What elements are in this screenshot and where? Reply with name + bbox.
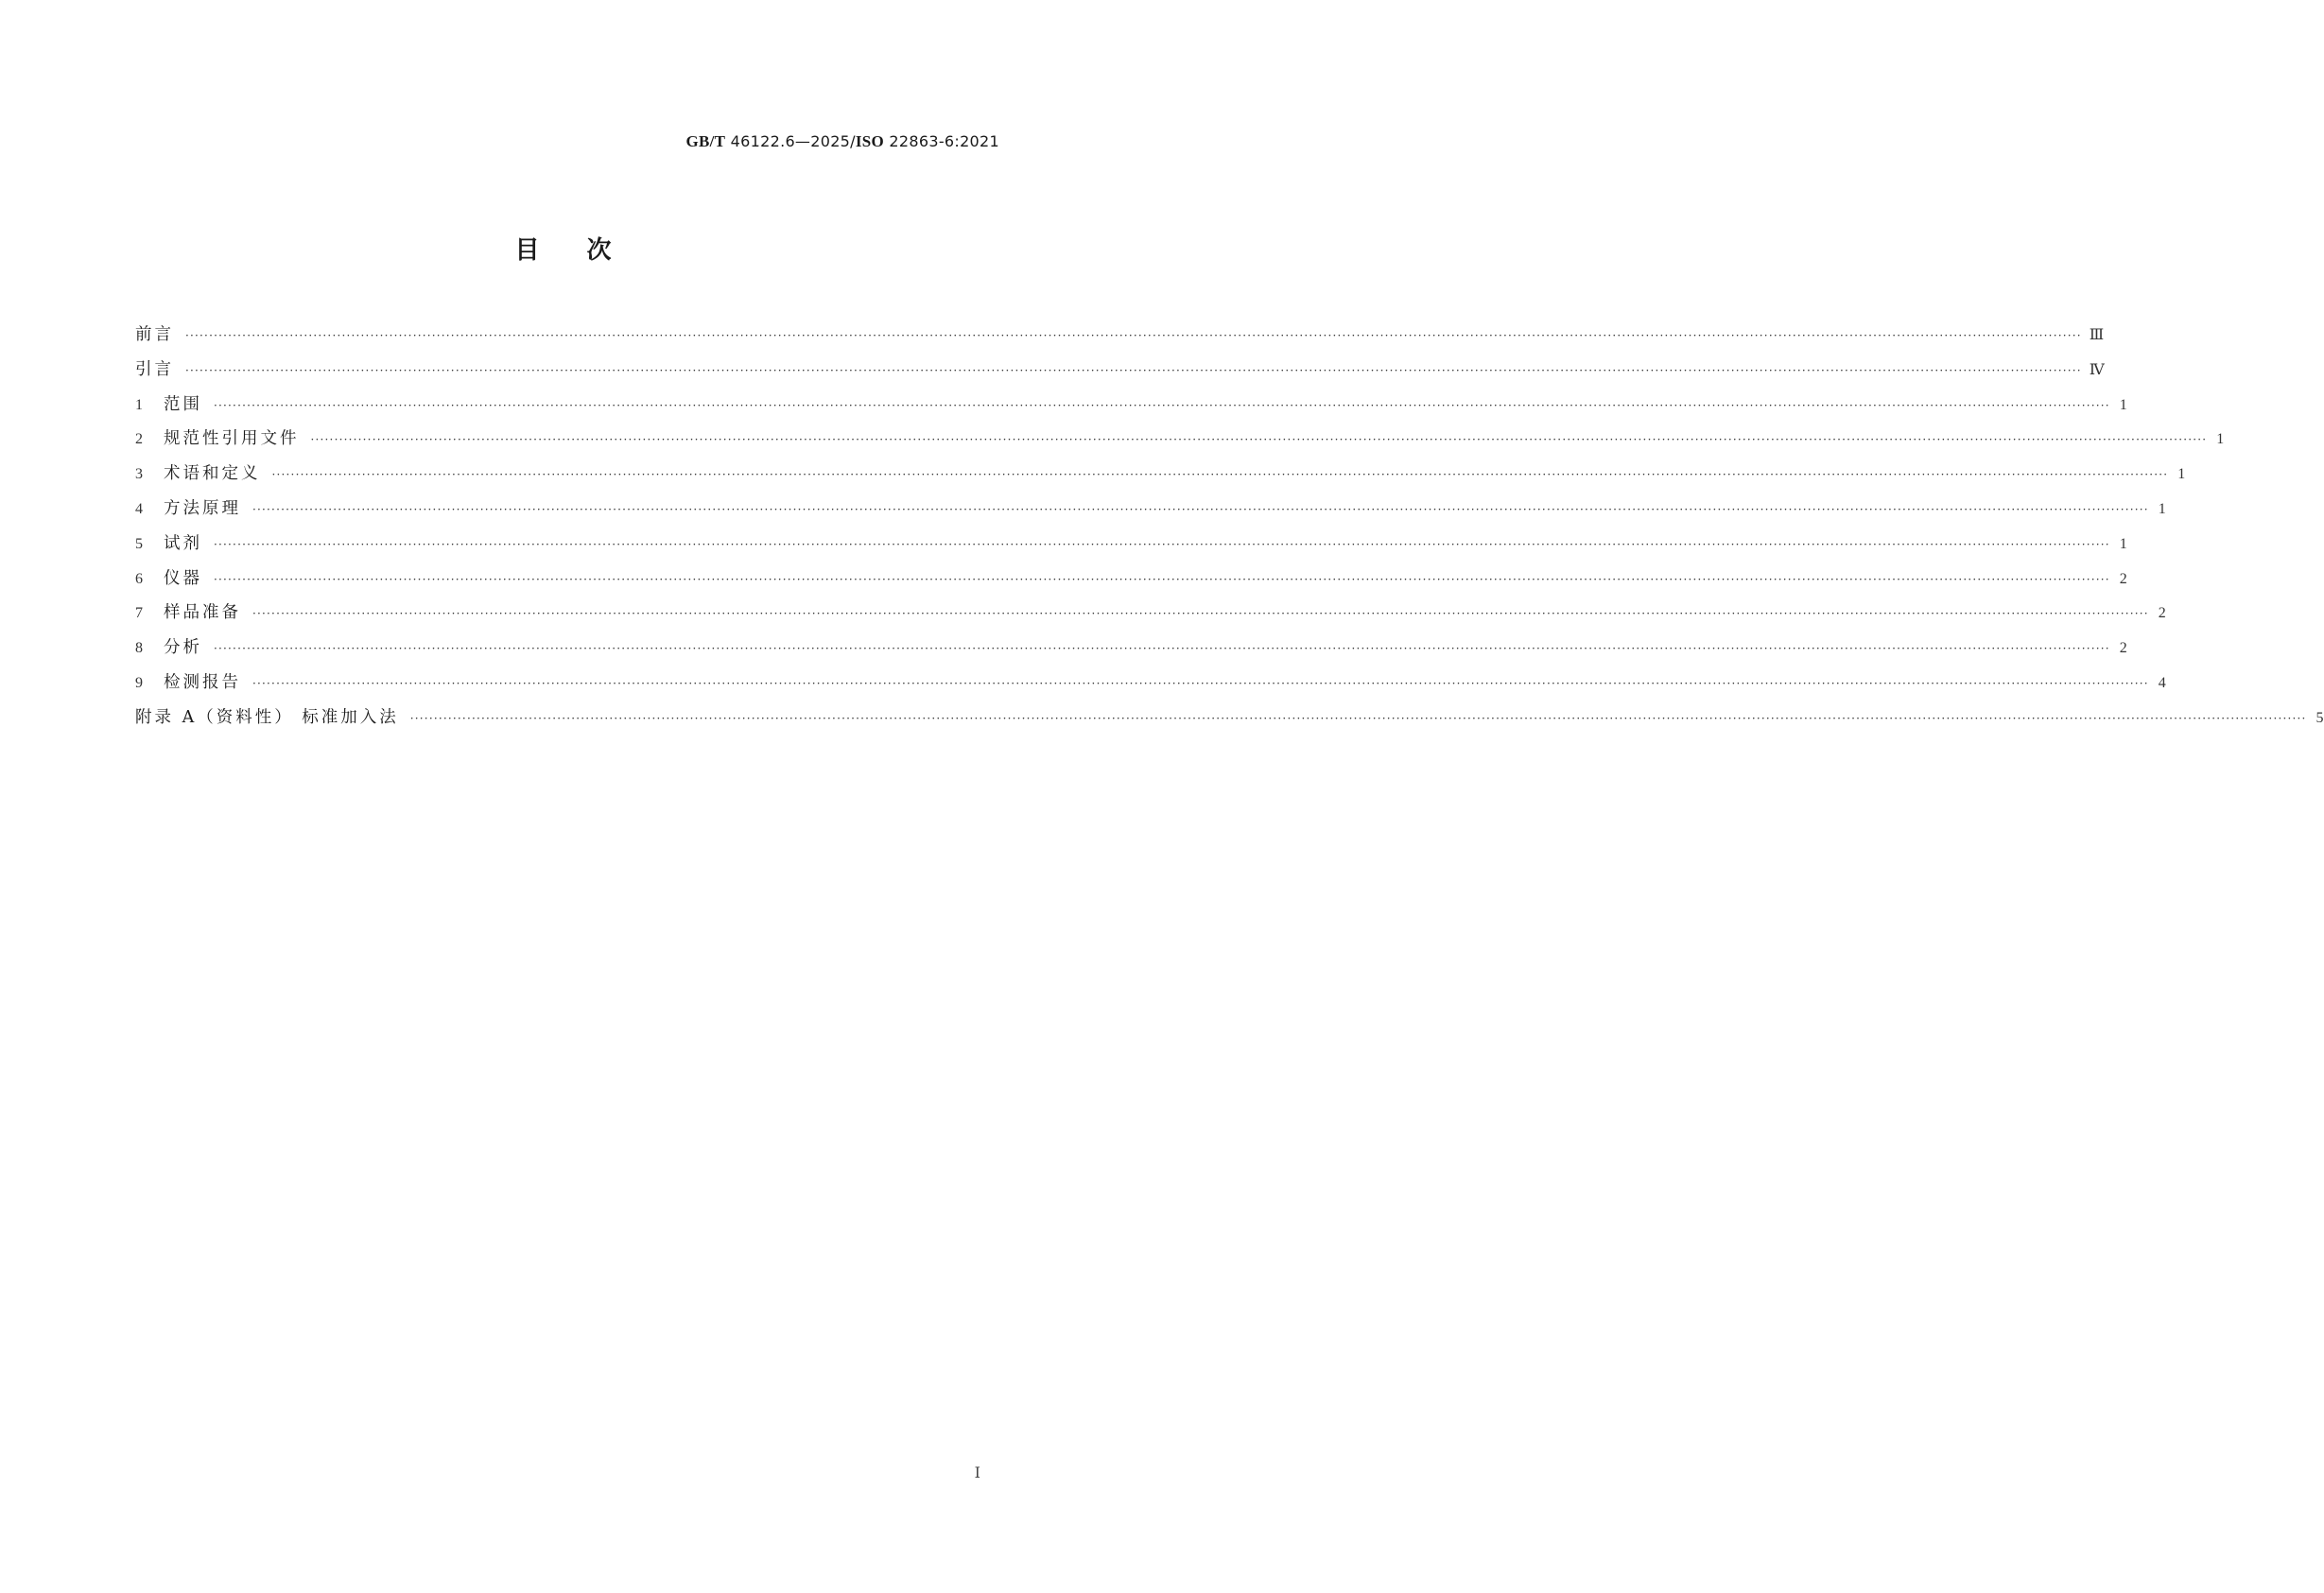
toc-entry[interactable] [135,669,2166,704]
page-number: Ⅰ [974,1465,980,1481]
toc-entry-page: 1 [2119,535,2127,552]
toc-entry-page: 4 [2158,674,2166,691]
toc-entry-page: 5 [2315,709,2324,726]
toc-entry[interactable] [135,530,2127,565]
toc-entry-label: 试剂 [164,533,202,553]
toc-entry[interactable] [135,495,2166,530]
toc-entry-label: 检测报告 [164,672,241,692]
toc-dot-leader: ················································································································································································································································································································································································································ [409,711,2307,725]
iso-prefix: ISO [855,132,885,150]
toc-entry-page: 2 [2119,570,2127,587]
toc-dot-leader: ················································································································································································································································································································································································································ [271,468,2169,482]
toc-entry-number: 2 [135,431,143,448]
toc-entry-label: 规范性引用文件 [164,429,300,449]
iso-number: 22863-6:2021 [884,132,999,150]
toc-entry[interactable] [135,565,2127,600]
toc-entry-page: 2 [2158,605,2166,622]
toc-dot-leader: ················································································································································································································································································································································································································ [252,676,2149,690]
toc-entry-page: 2 [2119,640,2127,657]
toc-entry[interactable] [135,704,2324,739]
toc-entry[interactable] [135,321,2105,356]
toc-entry-number: 1 [135,396,143,413]
toc-entry[interactable] [135,460,2186,495]
toc-entry-label: 范围 [164,394,202,414]
toc-entry-number: 6 [135,570,143,587]
toc-entry-label: 分析 [164,638,202,658]
toc-entry-number: 8 [135,640,143,657]
toc-entry[interactable] [135,425,2225,460]
standard-prefix: GB/T [685,132,726,150]
toc-entry-label: 前言 [135,325,174,344]
toc-dot-leader: ················································································································································································································································································································································································································ [214,537,2110,551]
standard-code [685,132,999,151]
toc-entry[interactable] [135,634,2127,669]
toc-entry[interactable] [135,391,2127,426]
toc-entry-label: 附录 A（资料性） 标准加入法 [135,707,399,727]
toc-dot-leader: ················································································································································································································································································································································································································ [185,363,2082,377]
toc-entry-number: 5 [135,535,143,552]
toc-entry-page: 1 [2119,396,2127,413]
toc-entry-page: Ⅳ [2089,361,2105,378]
toc-entry-label: 仪器 [164,568,202,588]
table-of-contents [135,321,2324,739]
page-title: 目次 [514,236,659,265]
toc-entry-page: 1 [2158,500,2166,517]
toc-entry-label: 术语和定义 [164,464,261,484]
toc-dot-leader: ················································································································································································································································································································································································································ [310,433,2208,447]
toc-dot-leader: ················································································································································································································································································································································································································ [252,502,2149,516]
toc-dot-leader: ················································································································································································································································································································································································································ [214,398,2110,412]
toc-entry-label: 引言 [135,359,174,379]
toc-entry[interactable] [135,356,2105,391]
toc-entry-label: 样品准备 [164,603,241,623]
toc-entry-number: 4 [135,500,143,517]
toc-dot-leader: ················································································································································································································································································································································································································ [214,642,2110,656]
toc-entry-number: 3 [135,466,143,483]
toc-entry-page: 1 [2216,431,2225,448]
toc-entry-label: 方法原理 [164,498,241,518]
toc-entry-number: 7 [135,605,143,622]
toc-dot-leader: ················································································································································································································································································································································································································ [214,572,2110,586]
toc-dot-leader: ················································································································································································································································································································································································································ [252,607,2149,621]
toc-entry-page: Ⅲ [2089,327,2105,343]
toc-entry-number: 9 [135,674,143,691]
toc-entry-page: 1 [2177,466,2186,483]
standard-number: 46122.6—2025/ [725,132,856,150]
toc-entry[interactable] [135,599,2166,634]
toc-dot-leader: ················································································································································································································································································································································································································ [185,329,2082,342]
